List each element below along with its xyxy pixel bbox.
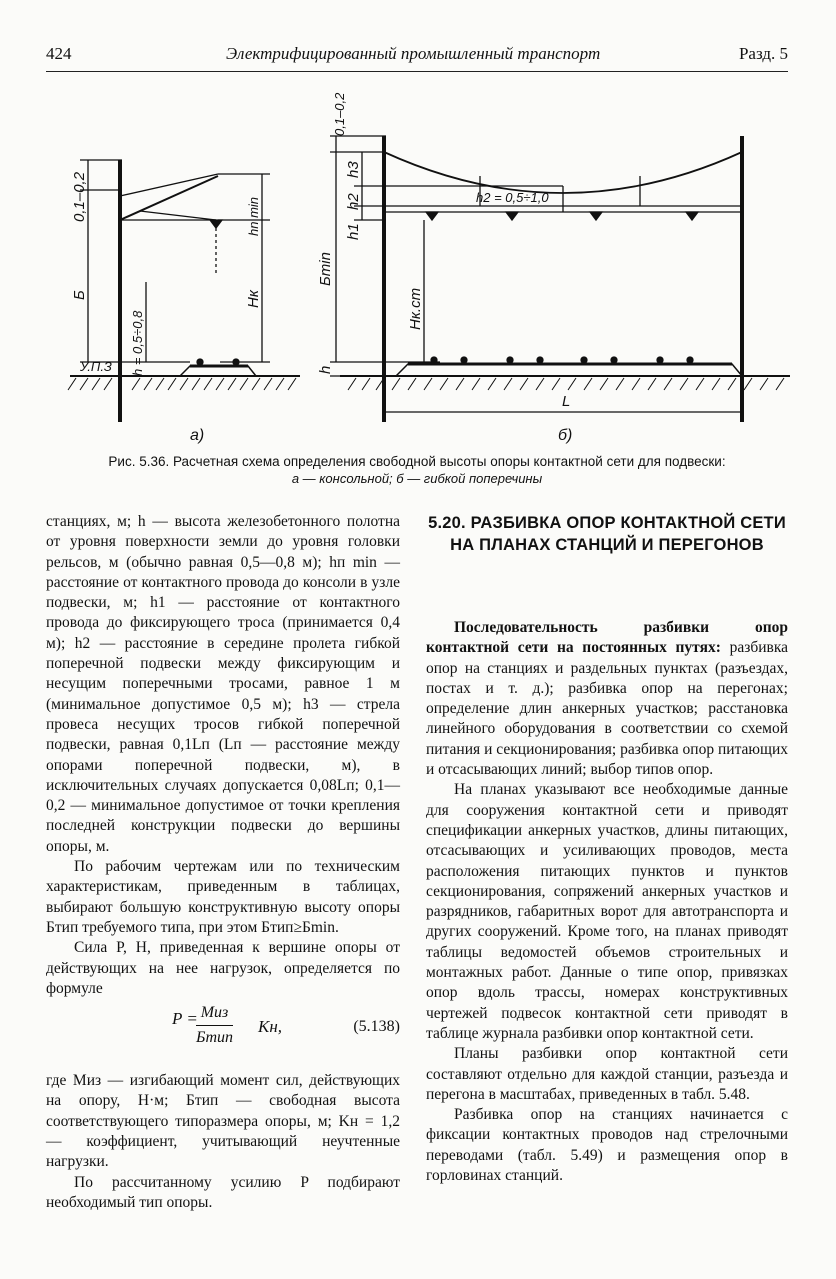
diagram-a-labels (71, 171, 262, 444)
running-title: Электрифицированный промышленный транспорт (226, 44, 601, 63)
left-column (46, 512, 400, 1213)
label-a-hnmin: hn min (246, 196, 261, 236)
label-a-upz: У.П.З (80, 359, 112, 374)
formula-5-138 (46, 1003, 400, 1065)
label-a-B: Б (71, 290, 88, 300)
section-heading-line-1: 5.20. РАЗБИВКА ОПОР КОНТАКТНОЙ СЕТИ (428, 514, 786, 532)
right-paragraph-1-body: разбивка опор на станциях и раздельных пунктах (разъездах, постах и т. д.); разбивка опор на перегонах; определение длин анкерных участков; расстановка линейного оборудования в соответствии со схемой питания и секционирования; разбивка опор питающих и отсасывающих линий; выбор типов опор. (426, 639, 788, 779)
left-paragraph-3: Сила P, H, приведенная к вершине опоры от действующих на нее нагрузок, определяется по формуле (46, 939, 400, 997)
label-b-Hkst: Hк.ст (407, 287, 424, 330)
diagram-b (330, 136, 790, 422)
right-paragraph-2: На планах указывают все необходимые данные для сооружения контактной сети и приводят спецификации анкерных участков, длины питающих, отсасывающих и усиливающих проводов, места расположения питающих пунктов и пунктов секционирования, сопряжений анкерных участков и разрядников, габаритных ворот для автотранспорта и других сооружений. Кроме того, на планах приводят таблицы ведомостей объемов строительных и монтажных работ. Данные о типе опор, привязках опор вдоль трассы, номерах конструктивных чертежей подвесок контактной сети приводят в таблице журнала разбивки опор контактной сети. (426, 781, 788, 1042)
caption-line-2: а — консольной; б — гибкой поперечины (291, 471, 543, 486)
left-paragraph-4: где Mиз — изгибающий момент сил, действующих на опору, H·м; Бтип — свободная высота соответствующего типоразмера опоры, м; Kн = 1,2 — коэффициент, учитывающий неучтенные нагрузки. (46, 1072, 400, 1171)
figure-caption (46, 453, 788, 487)
label-b-Bmin: Бmin (317, 252, 334, 286)
caption-line-1: Рис. 5.36. Расчетная схема определения свободной высоты опоры контактной сети для подвески: (108, 454, 726, 469)
section-heading-line-2: НА ПЛАНАХ СТАНЦИЙ И ПЕРЕГОНОВ (450, 536, 764, 554)
formula-lhs: P = (172, 1009, 198, 1029)
label-b-h2val: h2 = 0,5÷1,0 (476, 190, 549, 205)
formula-denominator: Бтип (196, 1029, 233, 1047)
label-b-h2: h2 (345, 193, 362, 210)
section-label: Разд. 5 (738, 44, 788, 63)
label-a-h058: h = 0,5÷0,8 (130, 310, 145, 376)
formula-numerator: Mиз (196, 1003, 233, 1026)
label-a-Hk: Hк (245, 290, 262, 308)
right-paragraph-3: Планы разбивки опор контактной сети составляют отдельно для каждой станции, разъезда и перегона в масштабах, приведенных в табл. 5.48. (426, 1045, 788, 1103)
label-b-d01: 0,1–0,2 (332, 92, 347, 136)
label-b-h: h (317, 365, 334, 374)
figure-5-36 (40, 86, 800, 446)
formula-fraction (196, 1003, 233, 1049)
formula-number: (5.138) (353, 1018, 400, 1036)
label-b-h3: h3 (345, 161, 362, 178)
label-a-sub: а) (190, 427, 205, 444)
formula-factor: Kн, (258, 1017, 283, 1037)
label-b-L: L (562, 393, 571, 410)
left-paragraph-1: станциях, м; h — высота железобетонного полотна от уровня поверхности земли до уровня головки рельсов, м (обычно равная 0,5—0,8 м); hп min — расстояние от контактного провода до консоли в узле подвески, м; h1 — расстояние от контактного провода до фиксирующего троса (принимается 0,4 м); h2 — расстояние в середине пролета гибкой поперечной подвески между фиксирующим и несущим поперечными тросами, равное 1 м (минимальное допустимое 0,5 м); h3 — стрела провеса несущих тросов гибкой поперечной подвески, равная 0,1Lп (Lп — расстояние между опорами поперечной подвески, м), в исключительных случаях допускается 0,08Lп; 0,1—0,2 — минимальное допустимое от точки крепления последней конструкции подвески до вершины опоры, м. (46, 513, 400, 855)
left-paragraph-2: По рабочим чертежам или по техническим характеристикам, приведенным в таблицах, выбирают большую конструктивную высоту опоры Бтип требуемого типа, при этом Бтип≥Бmin. (46, 858, 400, 936)
label-a-d01: 0,1–0,2 (71, 171, 88, 222)
label-b-h1: h1 (345, 223, 362, 240)
diagram-b-labels (317, 92, 572, 444)
right-column (426, 512, 788, 1186)
right-paragraph-1 (426, 618, 788, 780)
page-number: 424 (46, 44, 72, 63)
header-rule (46, 71, 788, 72)
right-paragraph-1-lead: Последовательность разбивки опор контактной сети на постоянных путях: (426, 619, 788, 657)
section-heading (426, 512, 788, 556)
diagram-a (68, 160, 300, 422)
right-paragraph-4: Разбивка опор на станциях начинается с фиксации контактных проводов над стрелочными переводами (табл. 5.49) и размещения опор в горловинах станций. (426, 1106, 788, 1185)
label-b-sub: б) (558, 427, 573, 444)
page-header (46, 44, 788, 66)
left-paragraph-5: По рассчитанному усилию P подбирают необходимый тип опоры. (46, 1173, 400, 1211)
